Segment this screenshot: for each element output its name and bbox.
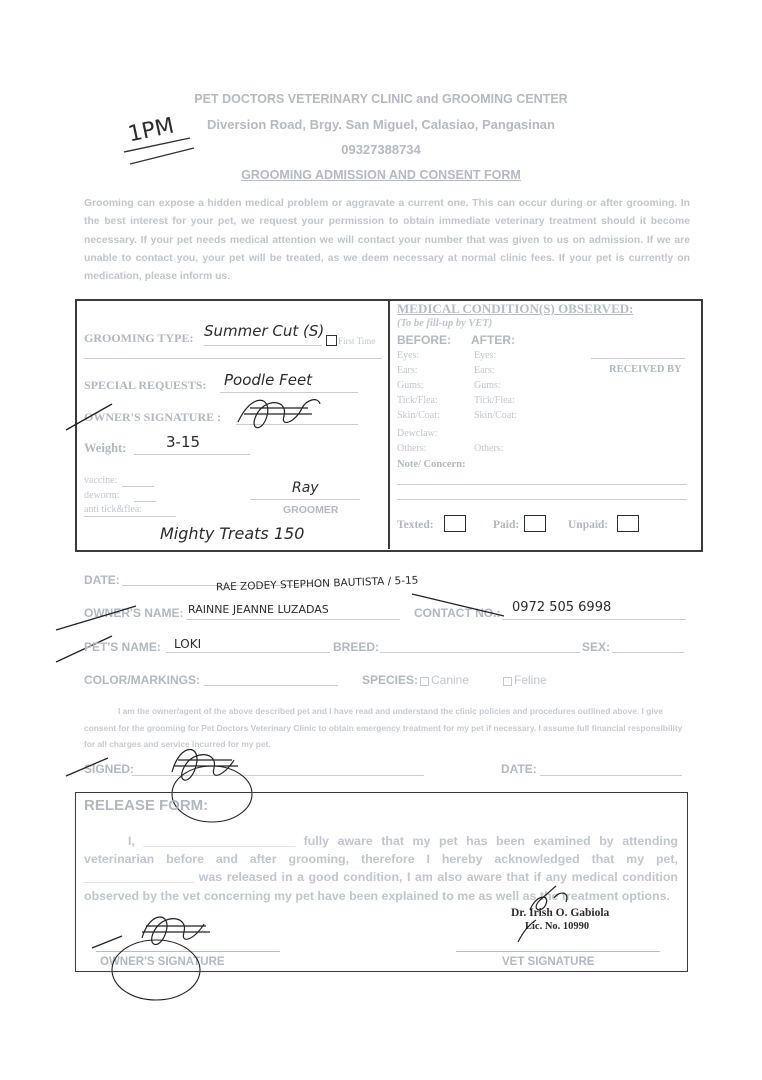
grooming-type-line: [204, 345, 322, 346]
before-row: Skin/Coat:: [397, 410, 440, 421]
after-row: Skin/Coat:: [474, 410, 517, 421]
after-row: Eyes:: [474, 350, 497, 361]
note-line-1: [397, 484, 687, 485]
canine-checkbox[interactable]: [420, 677, 429, 686]
vaccine-label: vaccine:: [84, 475, 118, 486]
pet-name-value: LOKI: [174, 637, 202, 651]
signed-date-label: DATE:: [501, 762, 537, 776]
feline-checkbox[interactable]: [503, 677, 512, 686]
texted-label: Texted:: [397, 519, 434, 531]
consent-text: I am the owner/agent of the above described pet and I have read and understand the clinic policies and procedures outlined above. I give consent for the grooming for Pet Doctors Veterinary Clinic to obtain emergency treatment for my pet if necessary. I assume full financial responsibility for all charges and service incurred for my pet.: [84, 706, 683, 749]
contact-value: 0972 505 6998: [512, 600, 612, 615]
vet-signature-line: [456, 951, 660, 952]
owner-name-value: RAINNE JEANNE LUZADAS: [188, 603, 329, 616]
before-label: BEFORE:: [397, 333, 451, 347]
first-time-checkbox[interactable]: [326, 335, 337, 346]
contact-line: [502, 619, 686, 620]
vet-signature: [500, 880, 590, 950]
extra-owner-line: RAE ZODEY STEPHON BAUTISTA / 5-15: [215, 574, 419, 594]
unpaid-label: Unpaid:: [568, 519, 609, 531]
before-row: Tick/Flea:: [397, 395, 438, 406]
grooming-type-value: Summer Cut (S): [204, 322, 325, 340]
pet-name-line: [166, 652, 330, 653]
after-label: AFTER:: [471, 333, 515, 347]
medical-title: MEDICAL CONDITION(S) OBSERVED:: [397, 301, 634, 316]
sex-label: SEX:: [582, 640, 611, 654]
deworm-label: deworm:: [84, 490, 120, 501]
owner-name-label: OWNER'S NAME:: [84, 606, 184, 620]
box-divider: [388, 300, 390, 549]
color-label: COLOR/MARKINGS:: [84, 673, 200, 687]
vet-name: Dr. Irish O. Gabiola: [511, 907, 610, 919]
signed-label: SIGNED:: [84, 762, 135, 776]
before-row: Ears:: [397, 365, 418, 376]
weight-value: 3-15: [166, 433, 201, 451]
vet-license: Lic. No. 10990: [525, 921, 590, 932]
after-row: Tick/Flea:: [474, 395, 515, 406]
owner-signature-release-label: OWNER'S SIGNATURE: [100, 956, 225, 968]
release-title: RELEASE FORM:: [84, 797, 209, 814]
before-row: Gums:: [397, 380, 424, 391]
breed-line: [380, 652, 580, 653]
signed-date-line: [540, 775, 682, 776]
clinic-name: PET DOCTORS VETERINARY CLINIC and GROOMING CENTER: [194, 92, 568, 106]
before-row: Dewclaw:: [397, 428, 438, 439]
after-row: Ears:: [474, 365, 495, 376]
note-label: Note/ Concern:: [397, 459, 466, 470]
first-time-label: First Time: [338, 336, 376, 346]
weight-line: [134, 454, 250, 455]
contact-label: CONTACT NO.:: [414, 606, 501, 620]
paid-label: Paid:: [493, 519, 520, 531]
groomer-name: Ray: [292, 480, 319, 496]
clinic-phone: 09327388734: [341, 142, 421, 157]
groomer-label: GROOMER: [283, 504, 339, 516]
intro-paragraph: Grooming can expose a hidden medical problem or aggravate a current one. This can occur during or after grooming. In the best interest for your pet, we request your permission to obtain immediate veterinary treatment should it become necessary. If your pet needs medical attention we will contact your number that was given to us on admission. If we are unable to contact you, your pet will be treated, as we deem necessary at normal clinic fees. If your pet is currently on medication, please inform us.: [84, 198, 690, 283]
texted-checkbox[interactable]: [444, 515, 466, 532]
color-line: [204, 685, 338, 686]
received-by-label: RECEIVED BY: [609, 364, 682, 375]
before-row: Eyes:: [397, 350, 420, 361]
feline-label: Feline: [514, 673, 547, 687]
sex-line: [612, 652, 684, 653]
handwritten-time: 1PM: [125, 113, 177, 148]
weight-label: Weight:: [84, 441, 127, 455]
grooming-type-label: GROOMING TYPE:: [84, 331, 194, 345]
species-label: SPECIES:: [362, 673, 419, 687]
release-owner-signature: [86, 890, 266, 1010]
extra-note: Mighty Treats 150: [160, 524, 305, 543]
groomer-line: [250, 499, 360, 500]
owner-signature-label: OWNER'S SIGNATURE :: [84, 410, 222, 424]
canine-label: Canine: [431, 673, 470, 687]
before-row: Others:: [397, 443, 427, 454]
grooming-type-underline: [84, 358, 382, 359]
clinic-address: Diversion Road, Brgy. San Miguel, Calasiao, Pangasinan: [207, 117, 555, 132]
after-row: Gums:: [474, 380, 501, 391]
antitick-label: anti tick&flea:: [84, 504, 143, 515]
special-requests-label: SPECIAL REQUESTS:: [84, 378, 207, 392]
after-row: Others:: [474, 443, 504, 454]
antitick-line: [84, 516, 176, 517]
form-title: GROOMING ADMISSION AND CONSENT FORM: [241, 168, 521, 182]
owner-strike-marks: [52, 588, 512, 668]
vaccine-line: [122, 486, 154, 487]
release-text: I, ______________________ fully aware that my pet has been examined by attending veterinarian before and after grooming, therefore I hereby acknowledged that my pet, ________________ was released in a good condition, I am also aware that if any medical condition observed by the vet concerning my pet have been explained to me as well as the treatment options.: [84, 834, 678, 903]
breed-label: BREED:: [333, 640, 380, 654]
pet-name-label: PET'S NAME:: [84, 640, 161, 654]
medical-subtitle: (To be fill-up by VET): [397, 318, 493, 329]
unpaid-checkbox[interactable]: [617, 515, 639, 532]
vet-signature-label: VET SIGNATURE: [502, 956, 595, 968]
paid-checkbox[interactable]: [524, 515, 546, 532]
date-label: DATE:: [84, 573, 120, 587]
received-by-line: [591, 358, 685, 359]
note-line-2: [397, 499, 687, 500]
deworm-line: [134, 501, 156, 502]
special-requests-value: Poodle Feet: [224, 371, 313, 389]
